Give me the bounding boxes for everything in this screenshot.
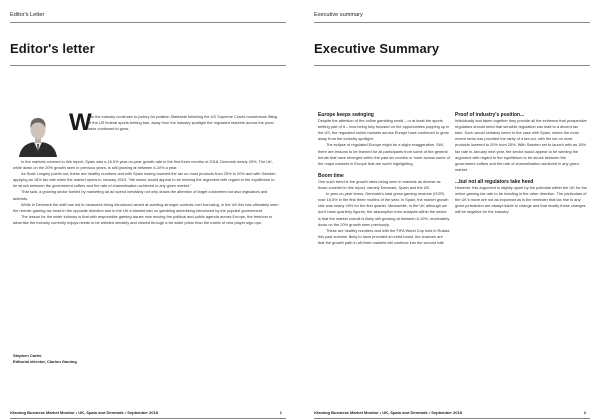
section-heading: Proof of industry's position... <box>455 112 525 118</box>
summary-column-1 <box>318 112 450 246</box>
running-head-right: Executive summary <box>314 12 363 18</box>
right-page <box>304 0 600 420</box>
intro-text <box>88 114 278 132</box>
summary-paragraph: These are healthy numbers and with the FIFA World Cup held in Russia this past summer likely to have provided an extra boost, the chances are that the growth path in all three markets will continue into the second half. <box>318 227 450 245</box>
page-number-right: 2 <box>583 410 586 415</box>
editor-portrait <box>13 113 63 157</box>
footer-rule-right <box>314 418 590 419</box>
portrait-image <box>13 113 63 157</box>
page-title-right: Executive Summary <box>314 41 440 56</box>
title-rule-right <box>314 65 590 66</box>
body-paragraph: In the markets covered in this report, Spain saw a 16.5% year-on-year growth rate in the first three months of 2018. Denmark nearly 29%. The UK, while down on the 20% growth seen in previous years, is still growing at between 6-10% a year. <box>13 159 273 171</box>
body-paragraph: That said, a growing sector fuelled by marketing ad ad spend inevitably not only draws the attention of target customers but also legislators and activists. <box>13 189 268 201</box>
footer-left: iGaming Business Market Monitor • UK, Spain and Denmark • September 2018 <box>10 410 158 415</box>
drop-cap: W <box>69 109 92 136</box>
section-heading: Boom time <box>318 172 344 179</box>
header-rule-right <box>314 22 590 23</box>
summary-column-2 <box>455 112 587 216</box>
page-title-left: Editor's letter <box>10 41 95 56</box>
summary-paragraph: Despite the attention of the online gambling world – or at least the sports betting part of it – now being fully focused on the opportunities popping up in the US, the regulated online markets across Europe have continued to grow away from the industry spotlight. <box>318 118 450 142</box>
left-page <box>0 0 296 420</box>
signature-role: Editorial director, Clarion Gaming <box>13 359 77 364</box>
running-head-left: Editor's Letter <box>10 12 45 18</box>
body-paragraph: The lesson for the wider industry is that with responsible gaming issues now moving the political and public agenda across Europe, the freedom to advertise the industry currently enjoys needs to be wielded sensibly and viewed through a far wider prism than the matrix of new player sign-ups. <box>13 213 273 225</box>
summary-paragraph: Individually and taken together they provide all the evidence that prospective regulators should need that sensible regulation can lead to a decent tax take. Such would certainly seem to the case with Spain, where the most recent news has provided the rarity of a tax cut, with the tax on most products lowered to 20% from 25%. With Sweden set to launch with an 18% tax rate in January next year, the sector would appear to be winning the argument with regard to the equilibrium to be struck between the government coffers and the rate of channelisation achieved in any given market. <box>455 118 587 172</box>
section-heading: ...but not all regulators take heed <box>455 178 534 185</box>
title-rule-left <box>10 65 286 66</box>
summary-paragraph: In year-on-year terms, Denmark's total gross gaming revenue (GGR) rose 16.5% in the first three months of the year. In Spain, the market growth rate was nearly 29% for the first quarter. Meanwhile, in the UK although we don't have quarterly figures, the assumption from analysts within the sector is that the market overall is likely still growing at between 6-10%, moderately down on the 20% growth seen previously. <box>318 191 450 227</box>
section-heading: Europe keeps swinging <box>318 112 374 118</box>
page-number-left: 1 <box>279 410 282 415</box>
footer-rule-left <box>10 418 286 419</box>
header-rule-left <box>10 22 286 23</box>
intro-paragraph: hile the industry continues to jockey for position Stateside following the US Supreme Courts momentous lifting of the US federal sports betting ban, away from the industry spotlight the regulated markets across the pond have continued to grow. <box>88 114 278 132</box>
signature-block <box>13 353 77 365</box>
signature-name: Stephen Carter <box>13 353 42 358</box>
footer-right: iGaming Business Market Monitor • UK, Spain and Denmark • September 2018 <box>314 410 462 415</box>
editor-body <box>13 159 279 226</box>
summary-paragraph: However, this argument is slightly upset by the potential within the UK for the online gaming tax rate to be heading in the other direction. The particulars of the UK's move are not as important as is the reminder that tax rise in any given jurisdiction are always liable to change and that mostly these changes will be negative for the industry. <box>455 185 587 215</box>
summary-paragraph: One such trend is the growth rates being seen in markets as diverse as those covered in this report, namely Denmark, Spain and the UK. <box>318 178 441 191</box>
body-paragraph: As Scott Longley points out, these are healthy numbers and with Spain having lowered the tax on most products from 25% to 20% and with Sweden applying an 18% tax rate when the market opens in January 2019, "the sector would appear to be winning the argument with regard to the equilibrium to be struck between the government coffers and the rate of channelisation achieved in any given market." <box>13 171 276 189</box>
summary-paragraph: The eclipse of regulated Europe might be a slight exaggeration. Still, there are lessons to be learned for all participants from some of the general trends that have emerged within the past six months or more across some of the major markets in Europe that are worth highlighting. <box>318 142 450 166</box>
body-paragraph: While in Denmark the shift has led to measures being introduced aimed at averting stronger controls over bonusing, in the UK this has ultimately seen the remote gaming tax head in the opposite direction and in the UK a blanket ban on gambling advertising introduced by the populist government. <box>13 201 279 213</box>
